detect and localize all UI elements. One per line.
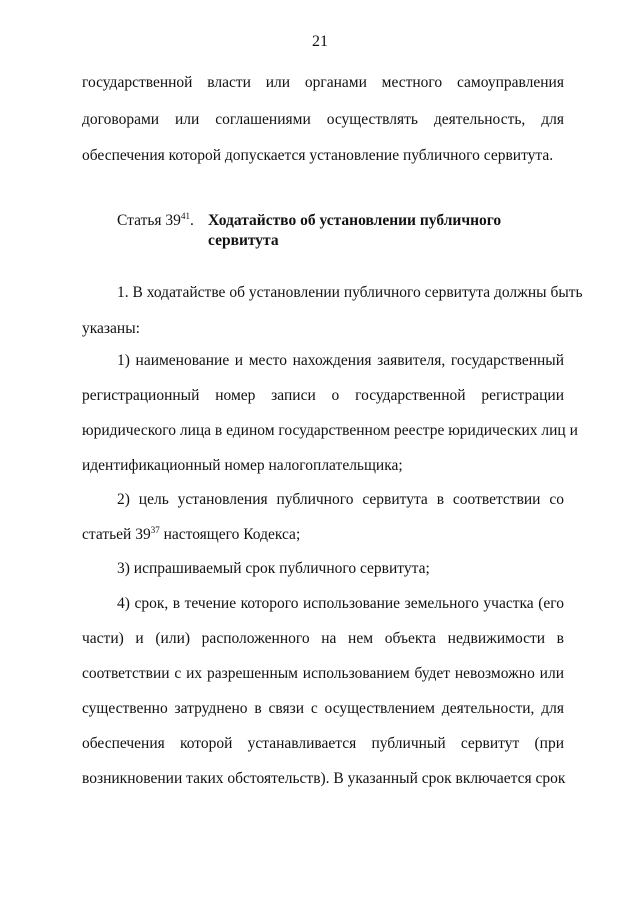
text-line: 2) цель установления публичного сервитута в соответствии со	[117, 491, 564, 508]
article-label	[117, 211, 194, 231]
text-line	[82, 525, 564, 545]
text-line: договорами или соглашениями осуществлять деятельность, для	[82, 111, 564, 128]
text-line: 4) срок, в течение которого использование земельного участка (его	[117, 595, 564, 612]
text-line: 1) наименование и место нахождения заявителя, государственный	[117, 352, 564, 369]
text-line: обеспечения которой допускается установление публичного сервитута.	[82, 147, 554, 164]
article-title	[208, 211, 538, 251]
text-line: 3) испрашиваемый срок публичного сервитута;	[117, 560, 430, 577]
text-line: возникновении таких обстоятельств). В указанный срок включается срок	[82, 770, 566, 787]
text-line: идентификационный номер налогоплательщика;	[82, 457, 403, 474]
ref-prefix: статьей 39	[82, 526, 151, 543]
article-label-text: Статья 39	[117, 212, 181, 229]
text-line: соответствии с их разрешенным использованием будет невозможно или	[82, 665, 564, 682]
article-title-line: Ходатайство об установлении публичного	[208, 212, 502, 229]
text-line: юридического лица в едином государственном реестре юридических лиц и	[82, 422, 578, 439]
page-number: 21	[312, 33, 328, 50]
article-label-suffix: .	[189, 212, 194, 229]
text-line: государственной власти или органами местного самоуправления	[82, 74, 564, 91]
text-line: указаны:	[82, 320, 140, 337]
ref-suffix: настоящего Кодекса;	[159, 526, 301, 543]
text-line: части) и (или) расположенного на нем объекта недвижимости в	[82, 630, 564, 647]
article-title-line: сервитута	[208, 232, 279, 249]
ref-sup: 37	[150, 524, 160, 535]
text-line: обеспечения которой устанавливается публичный сервитут (при	[82, 735, 564, 752]
article-label-sup: 41	[180, 210, 190, 221]
text-line: 1. В ходатайстве об установлении публичного сервитута должны быть	[117, 284, 583, 301]
text-line: регистрационный номер записи о государственной регистрации	[82, 387, 564, 404]
text-line: существенно затруднено в связи с осуществлением деятельности, для	[82, 700, 564, 717]
